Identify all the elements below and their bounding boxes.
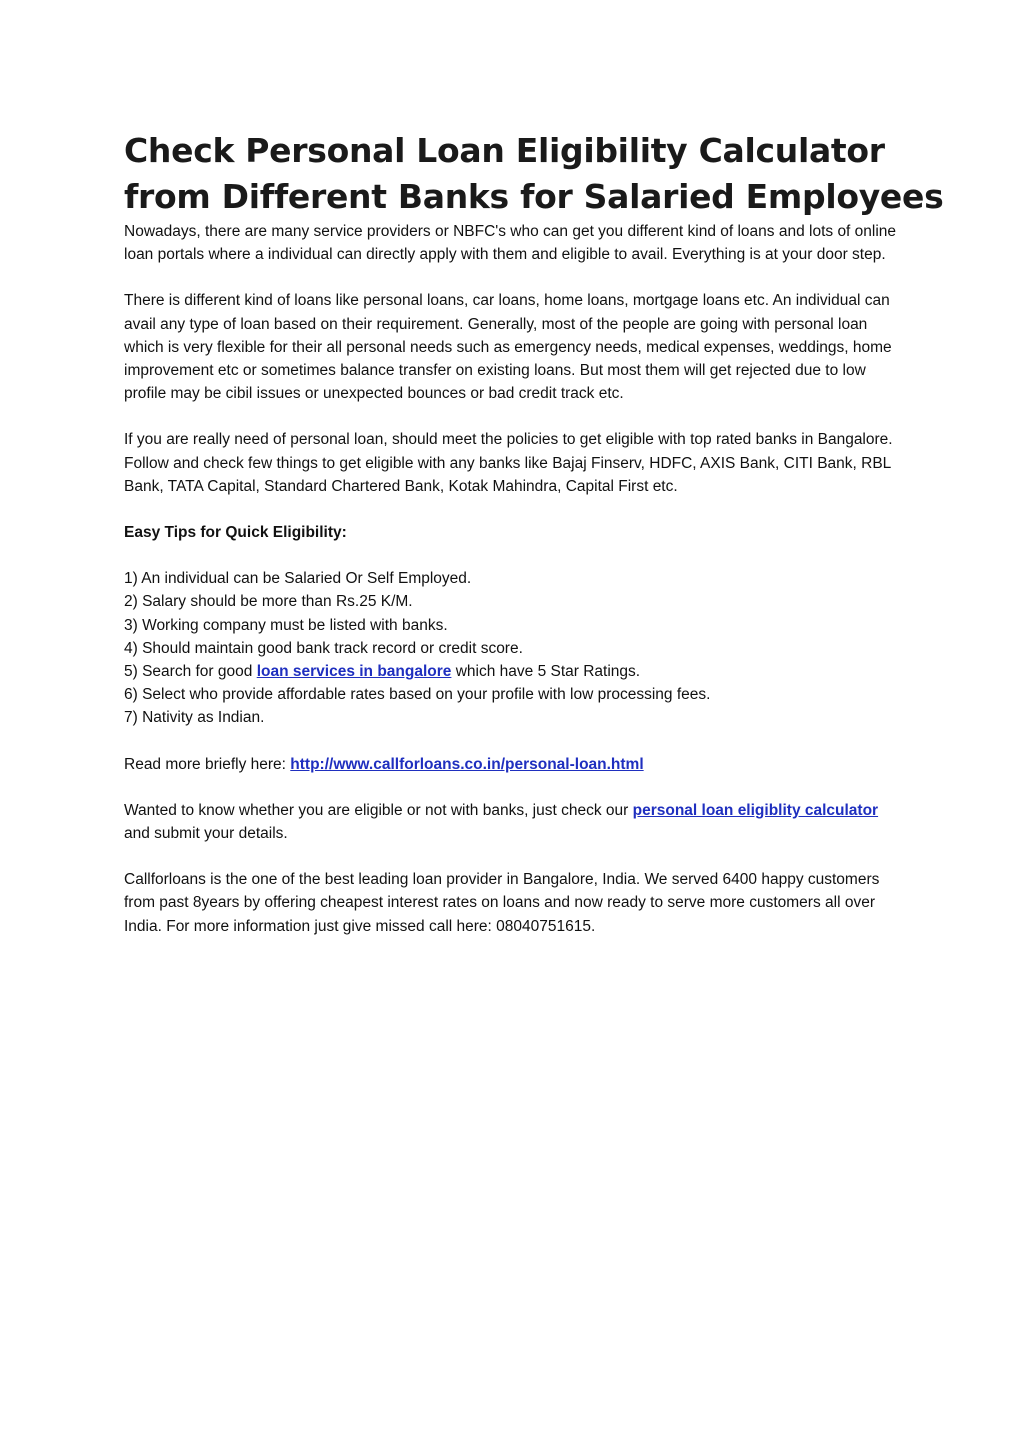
personal-loan-url-link[interactable]: http://www.callforloans.co.in/personal-loan.html — [290, 755, 644, 773]
document-page — [124, 128, 944, 961]
tip-item-5 — [124, 660, 900, 683]
banks-paragraph: If you are really need of personal loan, should meet the policies to get eligible with top rated banks in Bangalore. Follow and check few things to get eligible with any banks like Bajaj Finserv, HDFC, AXIS Bank, CITI Bank, RBL Bank, TATA Capital, Standard Chartered Bank, Kotak Mahindra, Capital First etc. — [124, 431, 893, 495]
calculator-paragraph — [124, 799, 900, 845]
eligibility-calculator-link[interactable]: personal loan eligiblity calculator — [632, 801, 879, 819]
intro-paragraph: Nowadays, there are many service providers or NBFC's who can get you different kind of loans and lots of online loan portals where a individual can directly apply with them and eligible to avail. Everything is at your door step. — [124, 223, 897, 264]
read-more-paragraph — [124, 753, 900, 776]
tip-5-text-after: which have 5 Star Ratings. — [451, 663, 641, 681]
calculator-text-after: and submit your details. — [124, 825, 288, 843]
tip-5-text-before: 5) Search for good — [124, 663, 257, 681]
tip-item-6: 6) Select who provide affordable rates based on your profile with low processing fees. — [124, 686, 711, 704]
loan-types-paragraph: There is different kind of loans like personal loans, car loans, home loans, mortgage loans etc. An individual can avail any type of loan based on their requirement. Generally, most of the people are going with personal loan which is very flexible for their all personal needs such as emergency needs, medical expenses, weddings, home improvement etc or sometimes balance transfer on existing loans. But most them will get rejected due to low profile may be cibil issues or unexpected bounces or bad credit track etc. — [124, 292, 892, 403]
read-more-label: Read more briefly here: — [124, 755, 291, 773]
tips-heading: Easy Tips for Quick Eligibility: — [124, 524, 347, 542]
tip-item-2: 2) Salary should be more than Rs.25 K/M. — [124, 593, 413, 611]
tip-item-7: 7) Nativity as Indian. — [124, 709, 265, 727]
closing-paragraph: Callforloans is the one of the best leading loan provider in Bangalore, India. We served 6400 happy customers from past 8years by offering cheapest interest rates on loans and now ready to serve more customers all over India. For more information just give missed call here: 08040751615. — [124, 871, 880, 935]
title-line-1: Check Personal Loan Eligibility Calculator — [124, 131, 885, 170]
tips-list — [124, 567, 900, 729]
page-title — [124, 128, 944, 220]
calculator-text-before: Wanted to know whether you are eligible or not with banks, just check our — [124, 801, 633, 819]
tip-item-1: 1) An individual can be Salaried Or Self Employed. — [124, 570, 472, 588]
tip-item-4: 4) Should maintain good bank track record or credit score. — [124, 639, 523, 657]
loan-services-link[interactable]: loan services in bangalore — [256, 663, 452, 681]
tip-item-3: 3) Working company must be listed with banks. — [124, 616, 448, 634]
title-line-2: from Different Banks for Salaried Employees — [124, 177, 944, 216]
